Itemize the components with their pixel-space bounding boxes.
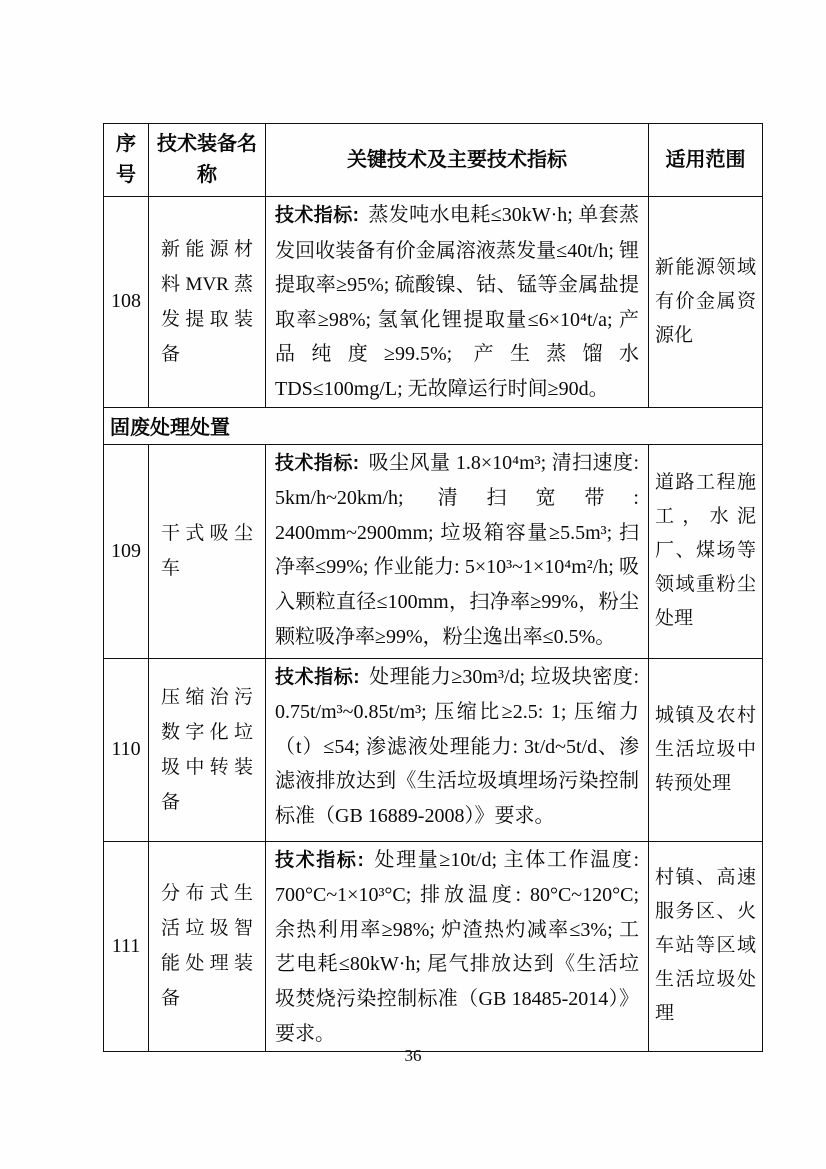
tech-indicators-label: 技术指标: <box>275 205 359 226</box>
section-header: 固废处理处置 <box>104 407 763 444</box>
tech-indicators-text: 处理能力≥30m³/d; 垃圾块密度: 0.75t/m³~0.85t/m³; 压缩比≥2.5: 1; 压缩力（t）≤54; 渗滤液处理能力: 3t/d~5t/d、渗滤液排放达到《生活垃圾填埋场污染控制标准（GB 16889-2008）》要求。 <box>275 665 640 827</box>
header-cell-name: 技术装备名称 <box>149 124 266 197</box>
table-row <box>104 841 763 1052</box>
tech-indicators-text: 蒸发吨水电耗≤30kW·h; 单套蒸发回收装备有价金属溶液蒸发量≤40t/h; 锂提取率≥95%; 硫酸镍、钴、锰等金属盐提取率≥98%; 氢氧化锂提取量≤6×10⁴t/a; 产品纯度≥99.5%; 产生蒸馏水 TDS≤100mg/L; 无故障运行时间≥90d。 <box>275 204 640 400</box>
table-header-row <box>104 124 763 197</box>
equipment-name: 压缩治污数字化垃圾中转装备 <box>149 658 266 841</box>
equipment-table <box>103 123 763 1052</box>
tech-indicators-label: 技术指标: <box>275 849 364 871</box>
tech-indicators <box>266 444 649 658</box>
row-index: 109 <box>104 444 149 658</box>
table-row <box>104 444 763 658</box>
tech-indicators-label: 技术指标: <box>275 666 360 688</box>
row-index: 111 <box>104 841 149 1052</box>
application-scope: 道路工程施工，水泥厂、煤场等领域重粉尘处理 <box>649 444 763 658</box>
tech-indicators <box>266 841 649 1052</box>
table-row <box>104 197 763 408</box>
table-row <box>104 658 763 841</box>
header-cell-tech: 关键技术及主要技术指标 <box>266 124 649 197</box>
header-cell-index: 序号 <box>104 124 149 197</box>
tech-indicators <box>266 658 649 841</box>
tech-indicators-text: 处理量≥10t/d; 主体工作温度: 700°C~1×10³°C; 排放温度: 80°C~120°C; 余热利用率≥98%; 炉渣热灼减率≤3%; 工艺电耗≤80kW·h; 尾气排放达到《生活垃圾焚烧污染控制标准（GB 18485-2014）》要求。 <box>275 848 640 1045</box>
application-scope: 城镇及农村生活垃圾中转预处理 <box>649 658 763 841</box>
application-scope: 新能源领域有价金属资源化 <box>649 197 763 408</box>
table-section-row <box>104 407 763 444</box>
row-index: 108 <box>104 197 149 408</box>
tech-indicators <box>266 197 649 408</box>
row-index: 110 <box>104 658 149 841</box>
tech-indicators-label: 技术指标: <box>275 452 360 474</box>
equipment-name: 新能源材料 MVR 蒸发提取装备 <box>149 197 266 408</box>
page-number: 36 <box>404 1046 422 1065</box>
equipment-name: 干式吸尘车 <box>149 444 266 658</box>
tech-indicators-text: 吸尘风量 1.8×10⁴m³; 清扫速度: 5km/h~20km/h; 清扫宽带: 2400mm~2900mm; 垃圾箱容量≥5.5m³; 扫净率≤99%; 作业能力: 5×10³~1×10⁴m²/h; 吸入颗粒直径≤100mm，扫净率≥99%，粉尘颗粒吸净率≥99%，粉尘逸出率≤0.5%。 <box>275 451 640 648</box>
header-cell-scope: 适用范围 <box>649 124 763 197</box>
equipment-name: 分布式生活垃圾智能处理装备 <box>149 841 266 1052</box>
application-scope: 村镇、高速服务区、火车站等区域生活垃圾处理 <box>649 841 763 1052</box>
